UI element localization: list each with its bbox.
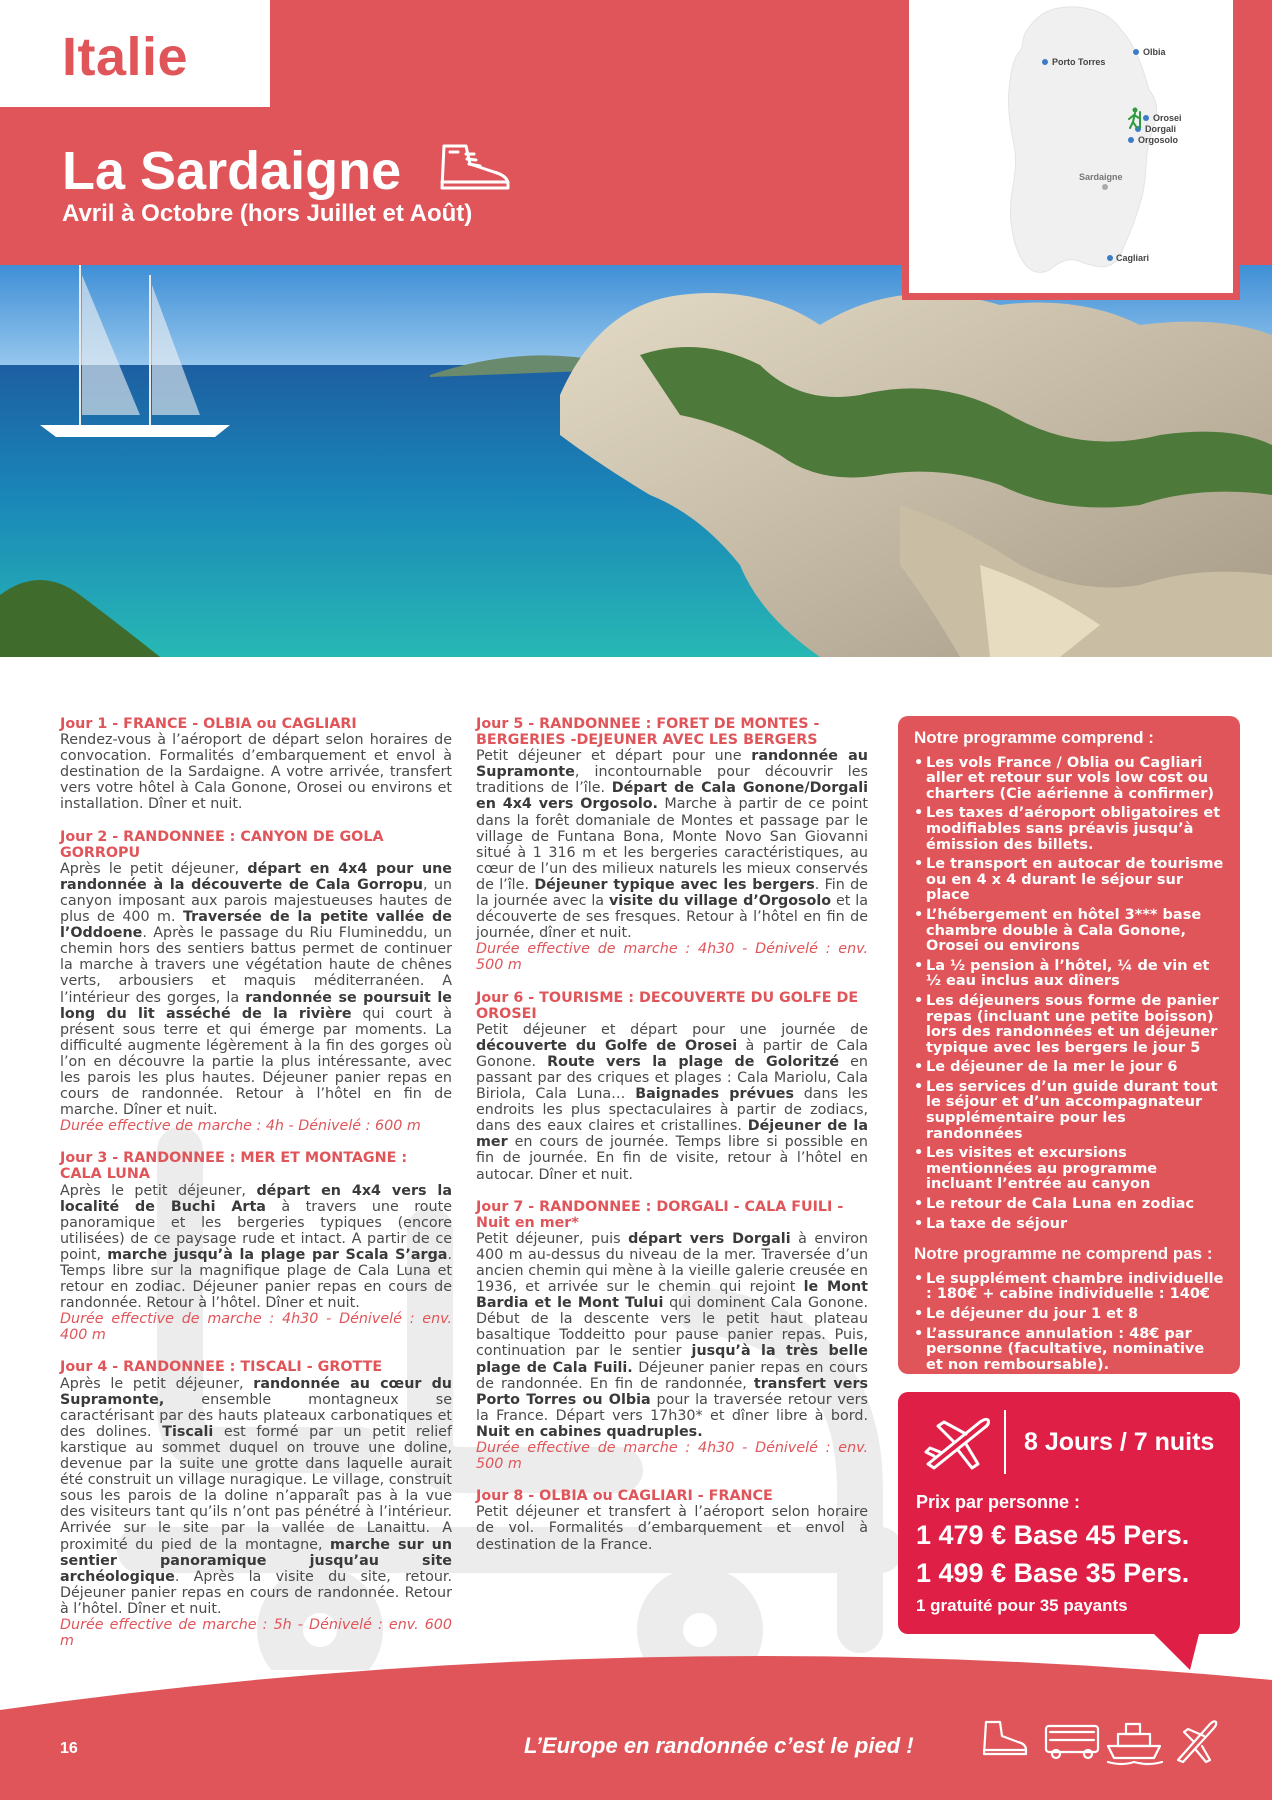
includes-item: • Les taxes d’aéroport obligatoires et modifiables sans préavis jusqu’à émission des billets. [914, 806, 1224, 853]
day-highlight: Déjeuner de la mer [476, 1118, 868, 1151]
day-highlight: transfert vers Porto Torres ou Olbia [476, 1375, 869, 1408]
walking-duration: Durée effective de marche : 5h - Dénivelé : env. 600 m [60, 1616, 452, 1650]
gratuity-note: 1 gratuité pour 35 payants [916, 1596, 1128, 1615]
day-title: Jour 4 - RANDONNEE : TISCALI - GROTTE [60, 1359, 383, 1376]
day-text: . Après la visite du site, retour. Déjeuner panier repas en cours de randonnée. Retour à l’hôtel. Dîner et nuit. [60, 1568, 452, 1617]
day-title: Jour 1 - FRANCE - OLBIA ou CAGLIARI [60, 716, 357, 732]
price-box [898, 1392, 1240, 1634]
itinerary-day [60, 829, 452, 1135]
day-text: Petit déjeuner et départ pour une journée de [476, 1021, 868, 1038]
day-text: Marche à partir de ce point dans la forêt domaniale de Montes et passage par le village de Funtana Bona, Monte Novo San Giovanni situé à 1 316 m et les bergeries caractéristiques, au cœur de l’un des milieux naturels les mieux conservés de l’île. [476, 796, 868, 893]
day-text: . Après le passage du Riu Flumineddu, un chemin hors des sentiers battus permet de continuer la marche à travers une végétation haute de chênes verts, arbousiers et maquis méditerranéen. A l’intérieur des gorges, la [60, 925, 452, 1006]
excludes-title: Notre programme ne comprend pas : [914, 1244, 1213, 1264]
hiking-boot-icon [984, 1722, 1026, 1754]
day-highlight: marche jusqu’à la plage par Scala S’arga [107, 1246, 448, 1263]
excludes-item: • Le supplément chambre individuelle : 180€ + cabine individuelle : 140€ [914, 1272, 1224, 1303]
day-highlight: départ en 4x4 pour une randonnée à la découverte de Cala Gorropu [60, 860, 452, 893]
page-number: 16 [60, 1740, 78, 1757]
itinerary-day [476, 1199, 868, 1473]
map-city-porto-torres: Porto Torres [1052, 57, 1106, 67]
day-description [476, 1022, 868, 1183]
trip-duration: 8 Jours / 7 nuits [1024, 1428, 1215, 1456]
day-title: Jour 2 - RANDONNEE : CANYON DE GOLA GORROPU [60, 828, 384, 861]
hiking-boot-icon [436, 142, 514, 196]
day-highlight: départ vers Dorgali [628, 1230, 791, 1247]
day-title: Jour 3 - RANDONNEE : MER ET MONTAGNE : CALA LUNA [60, 1150, 408, 1183]
itinerary-column-1 [60, 716, 452, 1665]
includes-item: • Les vols France / Oblia ou Cagliari aller et retour sur vols low cost ou charters (Cie aérienne à confirmer) [914, 756, 1224, 803]
includes-item: • Le déjeuner de la mer le jour 6 [914, 1060, 1224, 1076]
footer-slogan: L’Europe en randonnée c’est le pied ! [524, 1733, 914, 1758]
day-text: en cours de journée. Temps libre si possible en fin de journée. En fin de visite, retour à l’hôtel en autocar. Dîner et nuit. [476, 1134, 868, 1183]
day-description [476, 1504, 868, 1552]
itinerary-day [60, 1150, 452, 1343]
day-description [60, 1183, 452, 1312]
includes-item: • L’hébergement en hôtel 3*** base chambre double à Cala Gonone, Orosei ou environs [914, 908, 1224, 955]
day-description [476, 1231, 868, 1440]
program-includes-box [898, 716, 1240, 1393]
day-text: Petit déjeuner et transfert à l’aéroport selon horaire de vol. Formalités d’embarquement et envol à destination de la France. [476, 1504, 868, 1553]
day-text: à travers une route panoramique et les bergeries typiques (encore utilisées) de ce paysage rude et intact. A partir de ce point, [60, 1198, 452, 1263]
includes-item: • Les visites et excursions mentionnées au programme incluant l’entrée au canyon [914, 1146, 1224, 1193]
includes-item: • La taxe de séjour [914, 1217, 1224, 1233]
day-highlight: Traversée de la petite vallée de l’Oddoene [60, 909, 452, 942]
day-text: . Fin de la journée avec la [476, 876, 868, 910]
day-text: , incontournable pour découvrir les traditions de l’île. [476, 764, 868, 797]
walking-duration: Durée effective de marche : 4h30 - Dénivelé : env. 400 m [60, 1311, 452, 1344]
day-highlight: Départ de Cala Gonone/Dorgali en 4x4 vers Orgosolo. [476, 780, 868, 813]
day-highlight: randonnée se poursuit le long du lit asséché de la rivière [60, 989, 452, 1022]
excludes-item: • L’assurance assistance [914, 1377, 1224, 1439]
price-per-person-label: Prix par personne : [916, 1492, 1081, 1512]
day-highlight: Route vers la plage de Goloritzé [547, 1053, 840, 1070]
day-text: est formé par un petit relief karstique au sommet duquel on trouve une doline, devenue par la suite une grotte dans laquelle aurait été construit un village nuragique. Le village, construit sous les parois de la doline n’apparaît pas à la vue des visiteurs tant qu’ils n’ont pas pénétré à l’intérieur. Arrivée sur le site par la vallée de Lanaittu. A proximité du pied de la montagne, [60, 1423, 452, 1553]
includes-list [914, 756, 1224, 1233]
day-highlight: Tiscali [162, 1423, 214, 1440]
day-text: Après le petit déjeuner, [60, 860, 248, 877]
sardinia-coast-photo [0, 265, 1272, 657]
day-text: Rendez-vous à l’aéroport de départ selon horaires de convocation. Formalités d’embarquement et envol à destination de la Sardaigne. A votre arrivée, transfert vers votre hôtel à Cala Gonone, Orosei ou environs et installation. Dîner et nuit. [60, 732, 452, 813]
includes-title: Notre programme comprend : [914, 728, 1154, 747]
day-text: Après le petit déjeuner, [60, 1375, 254, 1392]
season-line: Avril à Octobre (hors Juillet et Août) [62, 200, 473, 227]
day-title: Jour 8 - OLBIA ou CAGLIARI - FRANCE [476, 1488, 773, 1505]
itinerary-day [60, 1359, 452, 1649]
day-highlight: marche sur un sentier panoramique jusqu’au site archéologique [60, 1536, 452, 1585]
map-region-label: Sardaigne [1079, 172, 1123, 182]
map-city-dorgali: Dorgali [1145, 124, 1177, 134]
day-highlight: Baignades prévues [635, 1086, 794, 1103]
ferry-icon [1108, 1724, 1162, 1764]
plane-icon [920, 1412, 992, 1472]
excludes-item: • L’assurance annulation : 48€ par personne (facultative, nominative et non remboursable). [914, 1327, 1224, 1374]
day-text: en passant par des criques et plages : Cala Mariolu, Cala Biriola, Cala Luna… [476, 1053, 868, 1103]
sardinia-island-shape [1008, 7, 1156, 273]
country-title: Italie [62, 27, 189, 87]
excludes-item: • Le déjeuner du jour 1 et 8 [914, 1307, 1224, 1323]
includes-item: • Le transport en autocar de tourisme ou en 4 x 4 durant le séjour sur place [914, 857, 1224, 904]
day-text: Petit déjeuner, puis [476, 1230, 629, 1247]
day-description [476, 748, 868, 941]
day-text: , un canyon imposant aux parois majestueuses hautes de plus de 400 m. [60, 876, 452, 926]
day-text: ensemble montagneux se caractérisant par des hauts plateaux carbonatiques et des dolines. [60, 1391, 452, 1440]
price-base-45: 1 479 € Base 45 Pers. [916, 1520, 1190, 1550]
price-divider [1004, 1410, 1006, 1474]
plane-icon [1178, 1721, 1216, 1762]
day-text: qui dominent Cala Gonone. Début de la descente vers le petit haut plateau basaltique Toddeitto pour pause panier repas. Puis, continuation par le sentier [476, 1295, 868, 1360]
day-highlight: visite du village d’Orgosolo [608, 893, 832, 910]
price-base-35: 1 499 € Base 35 Pers. [916, 1558, 1190, 1588]
includes-item: • Le retour de Cala Luna en zodiac [914, 1197, 1224, 1213]
itinerary-day [60, 716, 452, 813]
itinerary-day [476, 716, 868, 974]
day-highlight: Déjeuner typique avec les bergers [534, 876, 815, 893]
day-text: dans les endroits les plus spectaculaires à partir de zodiacs, dans des eaux claires et cristallines. [476, 1086, 869, 1135]
day-highlight: randonnée au cœur du Supramonte, [60, 1375, 452, 1408]
day-highlight: découverte du Golfe de Orosei [476, 1037, 738, 1054]
day-text: qui court à présent sous terre et qui émerge par moments. La difficulté augmente légèrement à la fin des gorges où l’on en découvre la partie la plus intéressante, avec les parois les plus hautes. Déjeuner panier repas en cours de randonnée. Retour à l’hôtel en fin de marche. Dîner et nuit. [60, 1005, 452, 1119]
itinerary-column-2 [476, 716, 868, 1569]
region-title: La Sardaigne [62, 141, 402, 201]
itinerary-day [476, 1488, 868, 1552]
day-text: à environ 400 m au-dessus du niveau de la mer. Traversée d’un ancien chemin qui mène à la vieille galerie creusée en 1936, et arrivée sur le chemin qui rejoint [476, 1230, 868, 1296]
day-description [60, 1376, 452, 1617]
day-highlight: jusqu’à la très belle plage de Cala Fuili. [476, 1343, 868, 1376]
map-city-orosei: Orosei [1153, 113, 1182, 123]
footer-transport-icons [982, 1716, 1218, 1766]
day-description [60, 732, 452, 812]
walking-duration: Durée effective de marche : 4h30 - Dénivelé : env. 500 m [476, 941, 868, 974]
map-city-olbia: Olbia [1143, 47, 1166, 57]
map-box [902, 0, 1240, 300]
walking-duration: Durée effective de marche : 4h30 - Dénivelé : env. 500 m [476, 1440, 868, 1473]
day-title: Jour 6 - TOURISME : DECOUVERTE DU GOLFE DE OROSEI [476, 989, 859, 1022]
map-city-cagliari: Cagliari [1116, 253, 1150, 263]
day-highlight: randonnée au Supramonte [476, 748, 868, 781]
day-highlight: départ en 4x4 vers la localité de Buchi Arta [60, 1182, 452, 1215]
includes-item: • Les services d’un guide durant tout le séjour et d’un accompagnateur supplémentaire pour les randonnées [914, 1080, 1224, 1142]
day-highlight: Nuit en cabines quadruples. [476, 1423, 703, 1440]
day-title: Jour 7 - RANDONNEE : DORGALI - CALA FUILI - Nuit en mer* [476, 1198, 844, 1231]
walking-duration: Durée effective de marche : 4h - Dénivelé : 600 m [60, 1118, 421, 1135]
includes-item: • La ½ pension à l’hôtel, ¼ de vin et ½ eau inclus aux dîners [914, 959, 1224, 990]
day-text: à partir de Cala Gonone. [476, 1037, 868, 1070]
day-title: Jour 5 - RANDONNEE : FORET DE MONTES - BERGERIES -DEJEUNER AVEC LES BERGERS [476, 716, 820, 749]
day-text: Après le petit déjeuner, [60, 1182, 257, 1199]
day-text: et la découverte de ses fresques. Retour à l’hôtel en fin de journée, dîner et nuit. [476, 893, 868, 942]
day-highlight: le Mont Bardia et le Mont Tului [476, 1279, 869, 1312]
day-text: pour la traversée retour vers la France. Départ vers 17h30* et dîner libre à bord. [476, 1391, 869, 1424]
day-text: . Temps libre sur la magnifique plage de Cala Luna et retour en zodiac. Déjeuner panier repas en cours de randonnée. Retour à l’hôtel. Dîner et nuit. [60, 1246, 452, 1312]
day-text: Petit déjeuner et départ pour une [476, 748, 752, 765]
bus-icon [1046, 1726, 1098, 1758]
day-description [60, 861, 452, 1119]
includes-item: • Les déjeuners sous forme de panier repas (incluant une petite boisson) lors des randonnées et un déjeuner typique avec les bergers le jour 5 [914, 994, 1224, 1056]
day-text: Déjeuner panier repas en cours de randonnée. En fin de randonnée, [476, 1359, 868, 1392]
itinerary-day [476, 990, 868, 1183]
map-city-orgosolo: Orgosolo [1138, 135, 1178, 145]
